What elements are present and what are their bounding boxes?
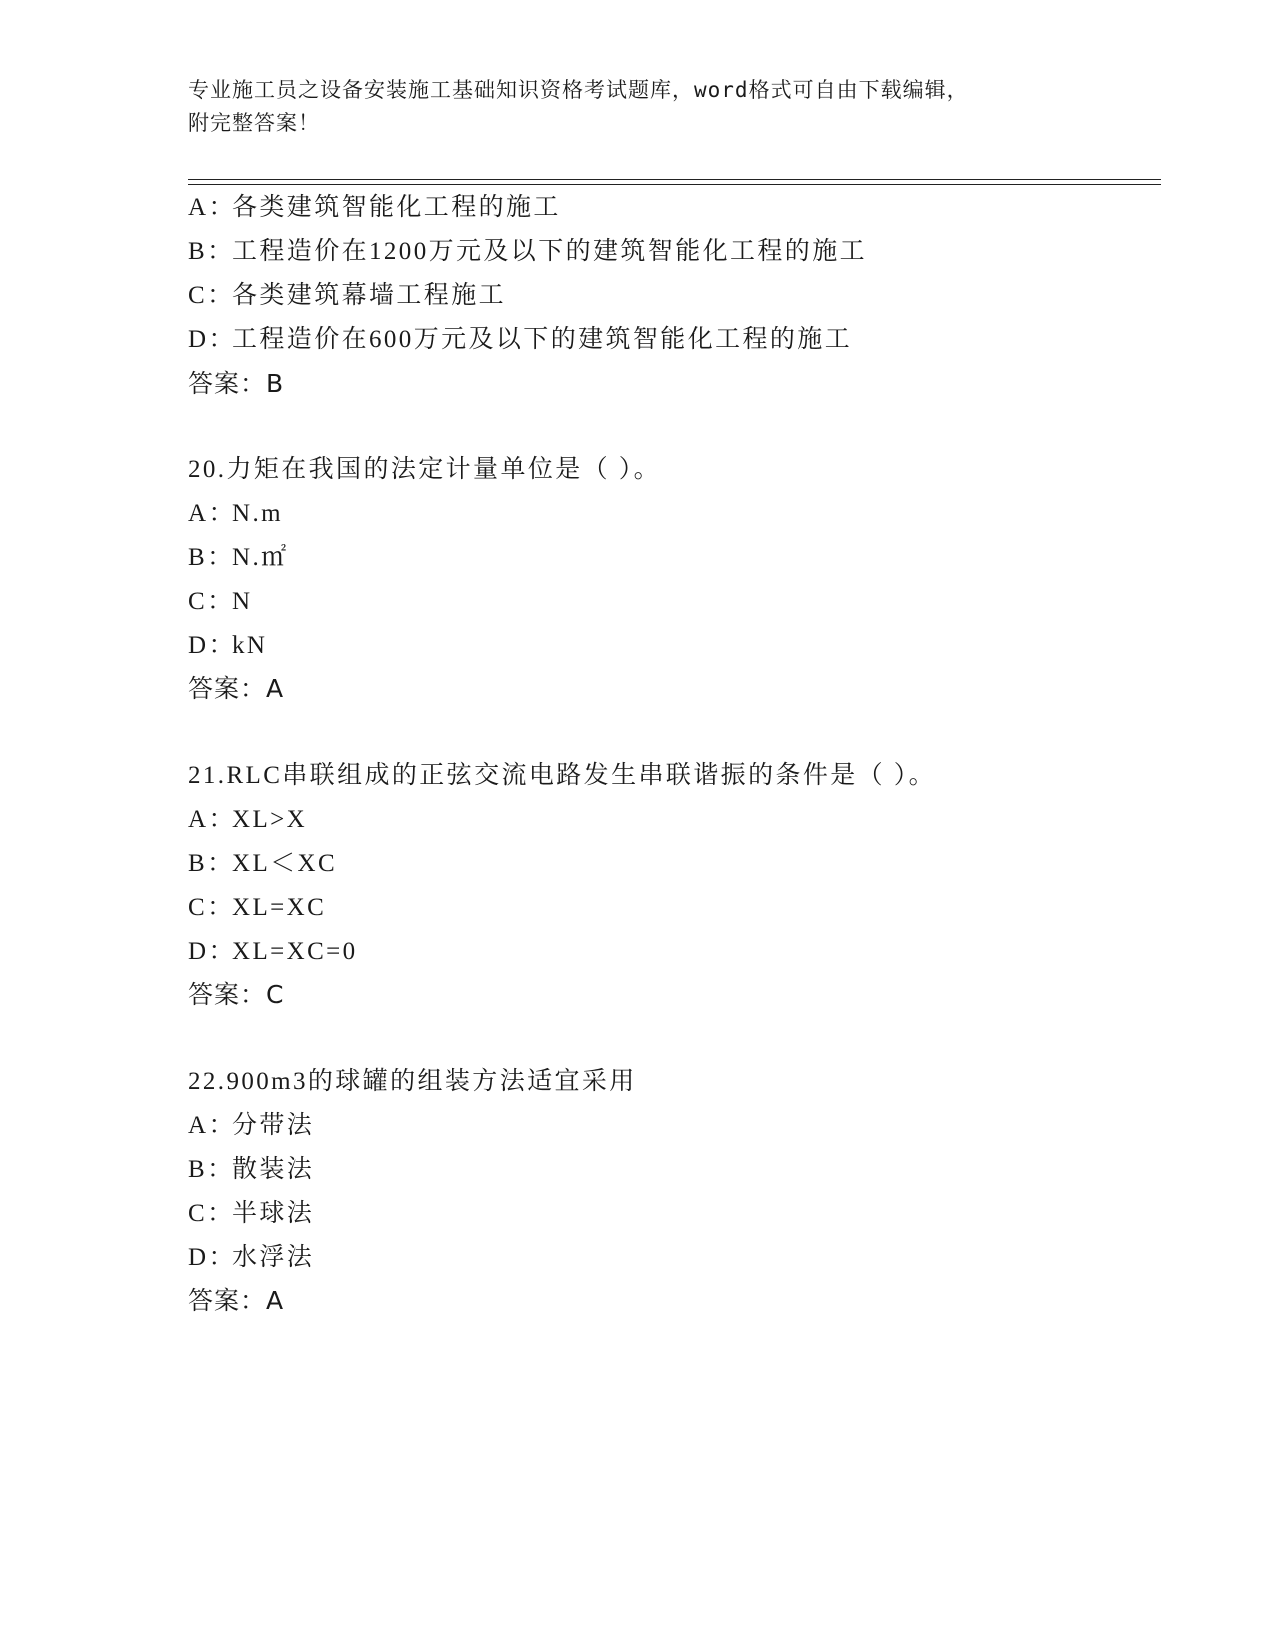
question-text: 20.力矩在我国的法定计量单位是（ ）。	[188, 456, 662, 483]
answer-line	[188, 1281, 284, 1317]
answer-prefix: 答案：	[188, 980, 267, 1009]
option-a	[188, 493, 283, 529]
option-b	[188, 843, 337, 879]
answer-value: A	[266, 674, 285, 703]
header-line-1: 专业施工员之设备安装施工基础知识资格考试题库，word格式可自由下载编辑，	[188, 78, 969, 102]
option-b	[188, 1149, 314, 1185]
answer-value: B	[266, 369, 285, 398]
option-text: 分带法	[232, 1112, 315, 1139]
option-text: 散装法	[232, 1156, 315, 1183]
option-label: A：	[188, 500, 236, 527]
option-d	[188, 931, 358, 967]
option-d	[188, 625, 267, 661]
option-text: 工程造价在1200万元及以下的建筑智能化工程的施工	[232, 238, 868, 265]
option-label: B：	[188, 850, 235, 877]
answer-line	[188, 975, 284, 1011]
option-label: C：	[188, 894, 235, 921]
option-text: 工程造价在600万元及以下的建筑智能化工程的施工	[232, 326, 853, 353]
option-d	[188, 1237, 314, 1273]
option-text: 各类建筑智能化工程的施工	[232, 194, 561, 221]
option-b	[188, 537, 289, 573]
answer-value: A	[266, 1286, 285, 1315]
option-text: kN	[232, 632, 268, 659]
option-text: N	[232, 588, 253, 615]
option-label: D：	[188, 938, 236, 965]
answer-prefix: 答案：	[188, 1286, 267, 1315]
option-label: C：	[188, 1200, 235, 1227]
option-c	[188, 275, 506, 311]
option-c	[188, 581, 252, 617]
option-text: XL>X	[232, 806, 308, 833]
option-label: D：	[188, 632, 236, 659]
header-line-2: 附完整答案！	[188, 111, 320, 135]
header-divider-top	[188, 179, 1161, 180]
option-text: N.m	[232, 500, 283, 527]
option-label: D：	[188, 1244, 236, 1271]
option-text: 水浮法	[232, 1244, 315, 1271]
option-a	[188, 1105, 314, 1141]
question-text: 21.RLC串联组成的正弦交流电路发生串联谐振的条件是（ ）。	[188, 762, 937, 789]
option-label: C：	[188, 588, 235, 615]
option-label: C：	[188, 282, 235, 309]
option-a	[188, 799, 307, 835]
option-text: XL=XC	[232, 894, 327, 921]
option-label: D：	[188, 326, 236, 353]
answer-line	[188, 669, 284, 705]
option-text: 各类建筑幕墙工程施工	[232, 282, 507, 309]
option-a	[188, 187, 561, 223]
option-text: XL＜XC	[232, 850, 338, 877]
question-text: 22.900m3的球罐的组装方法适宜采用	[188, 1068, 637, 1095]
answer-prefix: 答案：	[188, 369, 267, 398]
option-c	[188, 887, 326, 923]
option-label: A：	[188, 194, 236, 221]
option-c	[188, 1193, 314, 1229]
option-label: B：	[188, 238, 235, 265]
answer-value: C	[266, 980, 285, 1009]
document-header	[188, 74, 1088, 140]
answer-line	[188, 364, 284, 400]
option-text: XL=XC=0	[232, 938, 358, 965]
option-text: N.㎡	[232, 544, 289, 571]
option-label: B：	[188, 544, 235, 571]
option-label: A：	[188, 806, 236, 833]
option-text: 半球法	[232, 1200, 315, 1227]
answer-prefix: 答案：	[188, 674, 267, 703]
option-b	[188, 231, 867, 267]
option-label: B：	[188, 1156, 235, 1183]
header-divider-bottom	[188, 184, 1161, 185]
option-d	[188, 319, 852, 355]
option-label: A：	[188, 1112, 236, 1139]
